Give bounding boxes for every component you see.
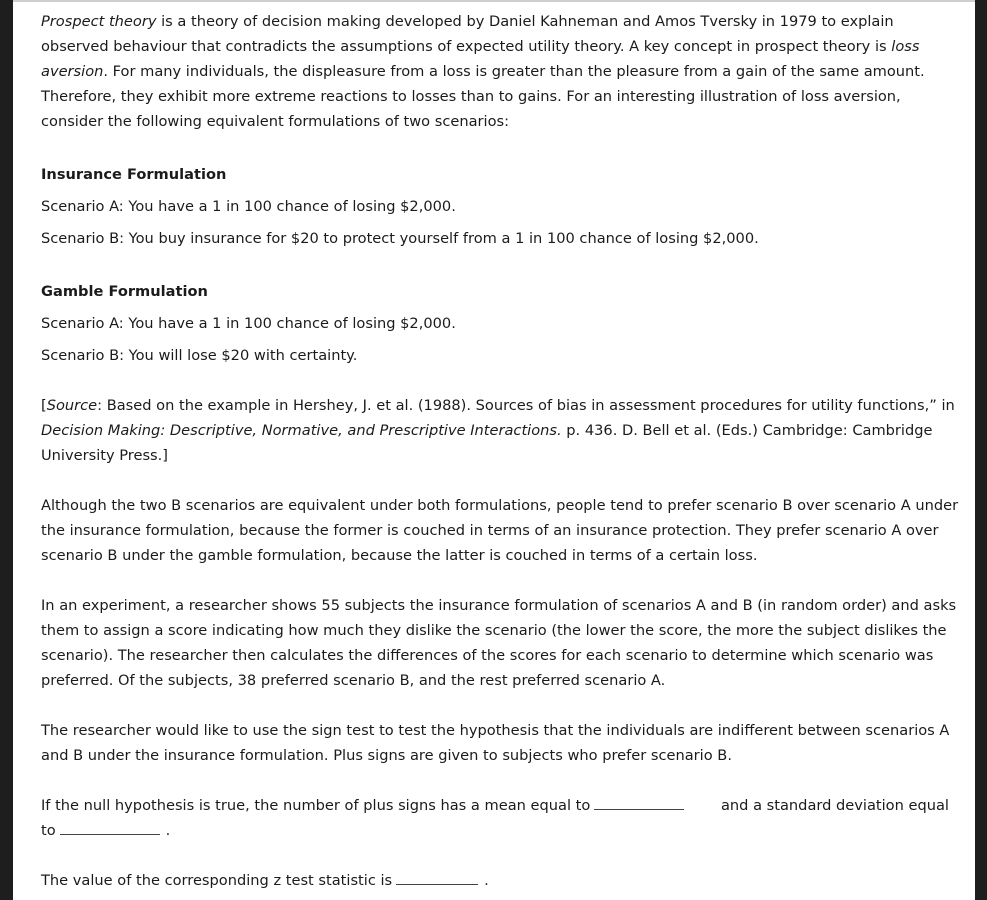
sd-answer-blank[interactable] — [60, 818, 160, 835]
insurance-scenario-b: Scenario B: You buy insurance for $20 to protect yourself from a 1 in 100 chance of losing $2,000. — [41, 230, 759, 247]
insurance-scenario-a: Scenario A: You have a 1 in 100 chance of losing $2,000. — [41, 198, 456, 215]
source-book-title: Decision Making: Descriptive, Normative, and Prescriptive Interactions. — [41, 422, 562, 439]
sign-test-paragraph: The researcher would like to use the sign test to test the hypothesis that the individuals are indifferent between scenarios A and B under the insurance formulation. Plus signs are given to subjects who prefer scenario B. — [41, 722, 950, 764]
intro-paragraph: Prospect theory is a theory of decision making developed by Daniel Kahneman and Amos Tversky in 1979 to explain observed behaviour that contradicts the assumptions of expected utility theory. A key concept in prospect theory is loss aversion. For many individuals, the displeasure from a loss is greater than the pleasure from a gain of the same amount. Therefore, they exhibit more extreme reactions to losses than to gains. For an interesting illustration of loss aversion, consider the following equivalent formulations of two scenarios: — [41, 13, 925, 130]
term-loss-aversion: loss aversion — [41, 38, 920, 80]
gamble-scenario-b: Scenario B: You will lose $20 with certainty. — [41, 347, 358, 364]
window-top-border — [0, 0, 975, 2]
term-prospect-theory: Prospect theory — [41, 13, 157, 30]
question-line-2: to . — [41, 818, 961, 843]
mean-answer-blank[interactable] — [594, 793, 684, 810]
window-left-border — [0, 0, 13, 900]
z-statistic-answer-blank[interactable] — [396, 868, 478, 885]
question-content — [41, 9, 961, 893]
insurance-heading: Insurance Formulation — [41, 166, 227, 183]
question-line-1: If the null hypothesis is true, the number of plus signs has a mean equal to and a standard deviation equal — [41, 793, 961, 818]
gamble-scenario-a: Scenario A: You have a 1 in 100 chance of losing $2,000. — [41, 315, 456, 332]
question-z-statistic: The value of the corresponding z test statistic is . — [41, 868, 961, 893]
window-right-border — [975, 0, 987, 900]
question-mean-sd — [41, 793, 961, 843]
equivalence-paragraph: Although the two B scenarios are equivalent under both formulations, people tend to prefer scenario B over scenario A under the insurance formulation, because the former is couched in terms of an insurance protection. They prefer scenario A over scenario B under the gamble formulation, because the latter is couched in terms of a certain loss. — [41, 497, 959, 564]
experiment-paragraph: In an experiment, a researcher shows 55 subjects the insurance formulation of scenarios A and B (in random order) and asks them to assign a score indicating how much they dislike the scenario (the lower the score, the more the subject dislikes the scenario). The researcher then calculates the differences of the scores for each scenario to determine which scenario was preferred. Of the subjects, 38 preferred scenario B, and the rest preferred scenario A. — [41, 597, 957, 689]
gamble-heading: Gamble Formulation — [41, 283, 208, 300]
source-citation: [Source: Based on the example in Hershey, J. et al. (1988). Sources of bias in assessment procedures for utility functions,” in Decision Making: Descriptive, Normative, and Prescriptive Interactions. p. 436. D. Bell et al. (Eds.) Cambridge: Cambridge University Press.] — [41, 397, 955, 464]
